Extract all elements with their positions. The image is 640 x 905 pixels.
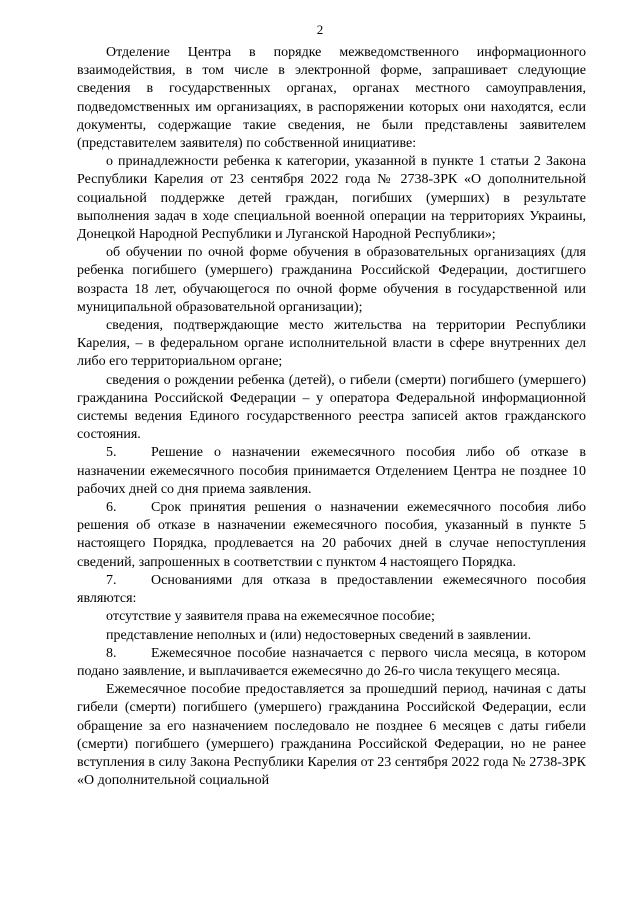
clause-8-number: 8. [106, 645, 117, 661]
list-item-education: об обучении по очной форме обучения в образовательных организациях (для ребенка погибшего (умершего) гражданина Российской Федерации, достигшего возраста 18 лет, обучающегося по очной форме обучения в государственной или муниципальной образовательной организации); [77, 245, 586, 315]
clause-7-number: 7. [106, 572, 117, 588]
clause-6 [77, 499, 586, 572]
clause-8 [77, 645, 586, 681]
clause-6-number: 6. [106, 500, 117, 516]
page-number: 2 [316, 22, 324, 37]
clause-6-text: Срок принятия решения о назначении ежемесячного пособия либо решения об отказе в назначении ежемесячного пособия, указанный в пункте 5 настоящего Порядка, продлевается на 20 рабочих дней в случае непоступления сведений, запрошенных в соответствии с пунктом 4 настоящего Порядка. [77, 500, 586, 570]
clause-7-ground-incomplete-info: представление неполных и (или) недостоверных сведений в заявлении. [106, 627, 532, 643]
clause-8-text: Ежемесячное пособие назначается с первого числа месяца, в котором подано заявление, и выплачивается ежемесячно до 26-го числа текущего месяца. [77, 645, 586, 679]
clause-5-text: Решение о назначении ежемесячного пособия либо об отказе в назначении ежемесячного пособия принимается Отделением Центра не позднее 10 рабочих дней со дня приема заявления. [77, 445, 586, 497]
list-item-residence: сведения, подтверждающие место жительства на территории Республики Карелия, – в федеральном органе исполнительной власти в сфере внутренних дел либо его территориальном органе; [77, 318, 586, 370]
final-paragraph: Ежемесячное пособие предоставляется за прошедший период, начиная с даты гибели (смерти) погибшего (умершего) гражданина Российской Федерации, если обращение за его назначением последовало не позднее 6 месяцев с даты гибели (смерти) погибшего (умершего) гражданина Российской Федерации, но не ранее вступления в силу Закона Республики Карелия от 23 сентября 2022 года № 2738-ЗРК «О дополнительной социальной [77, 682, 586, 789]
clause-5 [77, 444, 586, 499]
list-item-civil-records: сведения о рождении ребенка (детей), о гибели (смерти) погибшего (умершего) гражданина Российской Федерации – у оператора Федеральной информационной системы ведения Единого государственного реестра записей актов гражданского состояния. [77, 372, 586, 443]
intro-paragraph: Отделение Центра в порядке межведомственного информационного взаимодействия, в том числе в электронной форме, запрашивает следующие сведения в государственных органах, органах местного самоуправления, подведомственных им организациях, в распоряжении которых они находятся, если документы, содержащие такие сведения, не были представлены заявителем (представителем заявителя) по собственной инициативе: [77, 45, 586, 152]
clause-5-number: 5. [106, 445, 117, 461]
list-item-category: о принадлежности ребенка к категории, указанной в пункте 1 статьи 2 Закона Республики Карелия от 23 сентября 2022 года № 2738-ЗРК «О дополнительной социальной поддержке детей граждан, погибших (умерших) в результате выполнения задач в ходе специальной военной операции на территориях Украины, Донецкой Народной Республики и Луганской Народной Республики»; [77, 154, 586, 243]
clause-7-ground-no-right: отсутствие у заявителя права на ежемесячное пособие; [106, 609, 435, 625]
clause-7-text: Основаниями для отказа в предоставлении ежемесячного пособия являются: [77, 572, 586, 607]
document-body [77, 44, 586, 790]
clause-7 [77, 572, 586, 608]
